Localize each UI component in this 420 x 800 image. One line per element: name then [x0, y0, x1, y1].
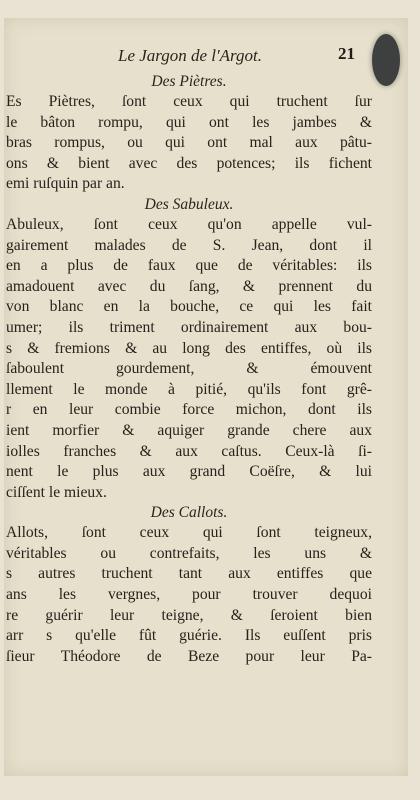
text-line: arr s qu'elle fût guérie. Ils euſſent pris	[6, 627, 372, 645]
text-line: Allots, ſont ceux qui ſont teigneux,	[6, 524, 372, 542]
text-line: en a plus de faux que de véritables: ils	[6, 257, 372, 275]
text-line: ans les vergnes, pour trouver dequoi	[6, 586, 372, 604]
text-line: gairement malades de S. Jean, dont il	[6, 236, 372, 254]
text-line: le bâton rompu, qui ont les jambes &	[6, 113, 372, 131]
text-line: véritables ou contrefaits, les uns &	[6, 544, 372, 562]
text-line: ſaboulent gourdement, & émouvent	[6, 360, 372, 378]
text-line: von blanc en la bouche, ce qui les fait	[6, 298, 372, 316]
text-line: iolles franches & aux caſtus. Ceux-là ſi-	[6, 442, 372, 460]
section-heading: Des Sabuleux.	[144, 195, 234, 213]
text-line: amadouent avec du ſang, & prennent du	[6, 277, 372, 295]
text-line: ciſſent le mieux.	[6, 483, 107, 501]
text-line: nent le plus aux grand Coëſre, & lui	[6, 463, 372, 481]
text-line: s autres truchent tant aux entiffes que	[6, 565, 372, 583]
text-body	[6, 72, 372, 667]
text-line: r en leur combie force michon, dont ils	[6, 401, 372, 419]
text-line: Es Piètres, ſont ceux qui truchent ſur	[6, 93, 372, 110]
text-line: emi ruſquin par an.	[6, 175, 125, 193]
text-line: ſieur Théodore de Beze pour leur Pa-	[6, 647, 372, 665]
text-line: s & fremions & au long des entiffes, où ils	[6, 339, 372, 357]
text-line: ient morfier & aquiger grande chere aux	[6, 421, 372, 439]
text-line: umer; ils triment ordinairement aux bou-	[6, 318, 372, 336]
text-line: re guérir leur teigne, & ſeroient bien	[6, 606, 372, 624]
section-heading: Des Piètres.	[151, 73, 227, 90]
text-line: llement le monde à pitié, qu'ils font grê-	[6, 380, 372, 398]
thumb-shadow	[372, 34, 400, 86]
text-line: bras rompus, ou qui ont mal aux pâtu-	[6, 134, 372, 152]
section-heading: Des Callots.	[150, 504, 228, 522]
page-number: 21	[338, 44, 355, 63]
text-line: ons & bient avec des potences; ils fichent	[6, 154, 372, 172]
text-line: Abuleux, ſont ceux qu'on appelle vul-	[6, 215, 372, 233]
running-head: Le Jargon de l'Argot.	[117, 46, 263, 65]
